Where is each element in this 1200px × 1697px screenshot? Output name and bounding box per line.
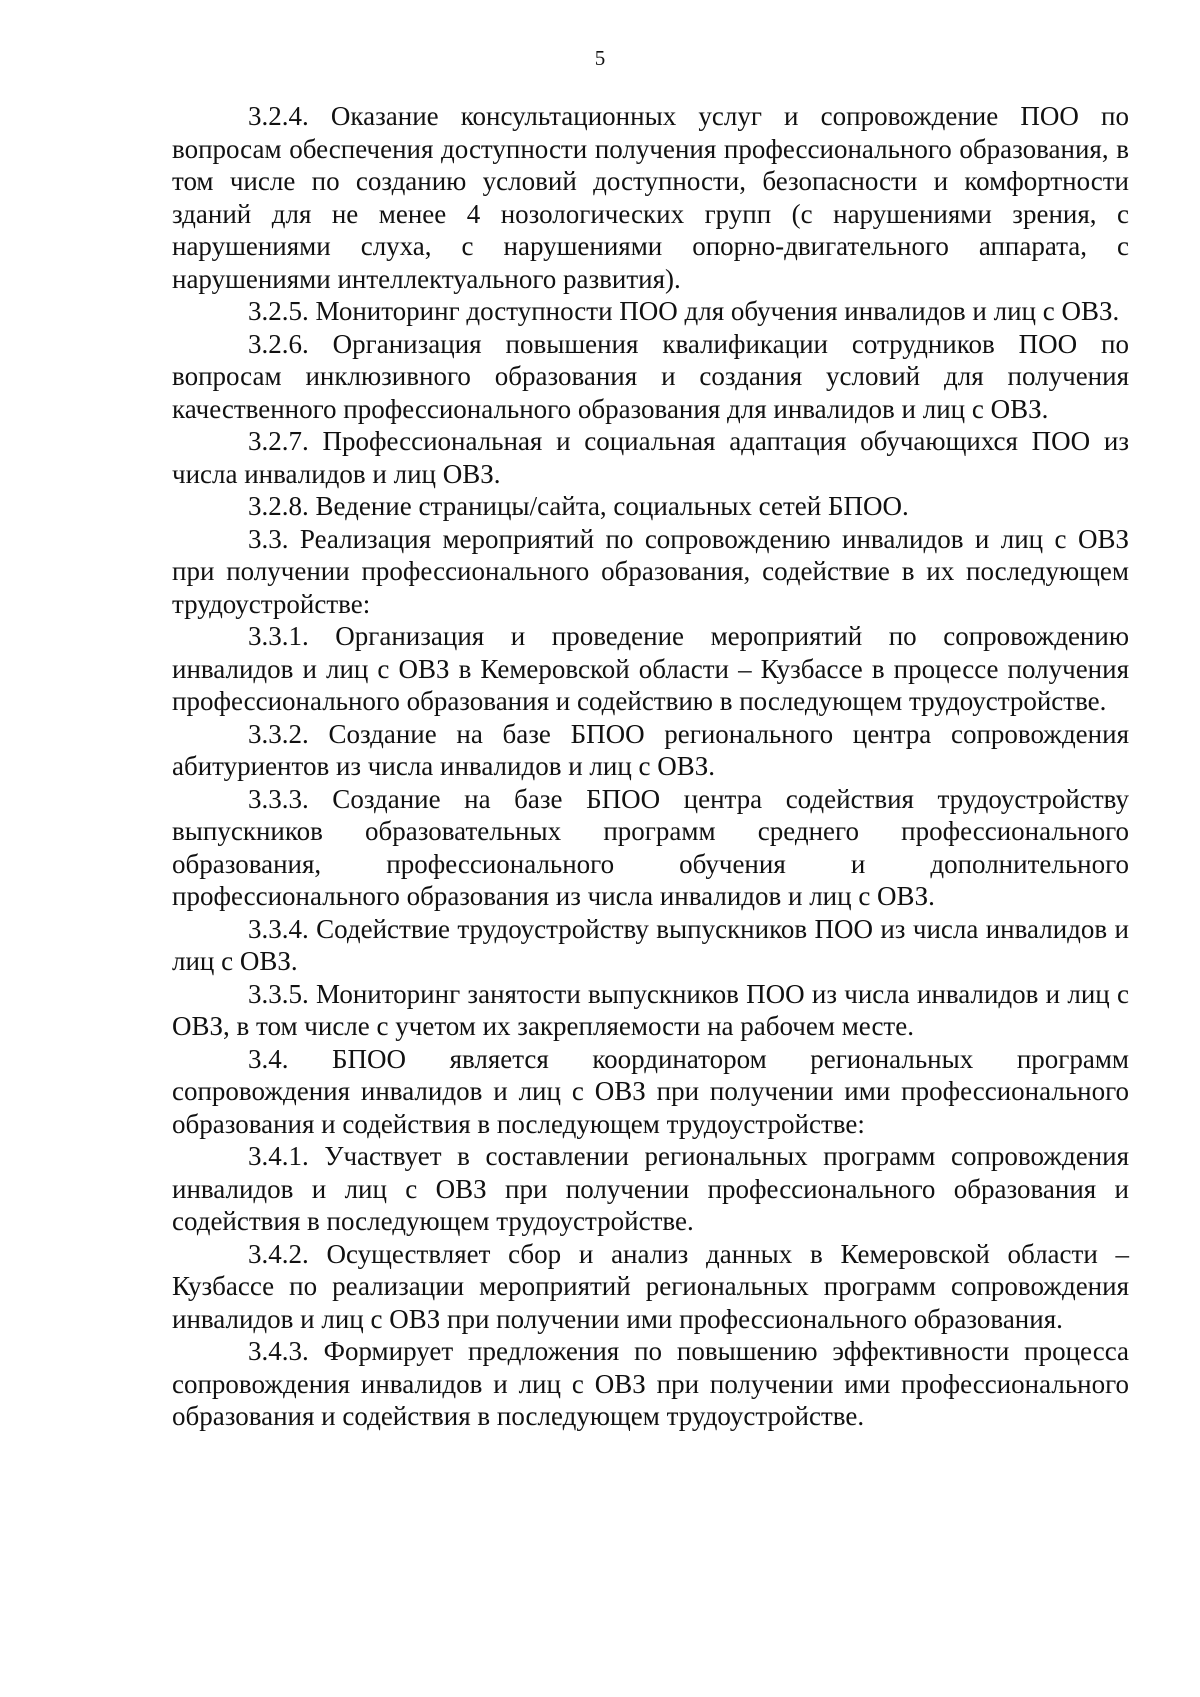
- paragraph-3-3-5: 3.3.5. Мониторинг занятости выпускников ПОО из числа инвалидов и лиц с ОВЗ, в том числе с учетом их закрепляемости на рабочем месте.: [172, 978, 1129, 1041]
- paragraph-3-3-3: 3.3.3. Создание на базе БПОО центра содействия трудоустройству выпускников образовательных программ среднего профессионального образования, профессионального обучения и дополнительного профессионального образования из числа инвалидов и лиц с ОВЗ.: [172, 783, 1129, 911]
- page-number: 5: [594, 46, 606, 70]
- paragraph-3-2-5: 3.2.5. Мониторинг доступности ПОО для обучения инвалидов и лиц с ОВЗ.: [248, 296, 1120, 326]
- paragraph-3-3-2: 3.3.2. Создание на базе БПОО регионального центра сопровождения абитуриентов из числа инвалидов и лиц с ОВЗ.: [172, 718, 1129, 781]
- paragraph-3-4-1: 3.4.1. Участвует в составлении региональных программ сопровождения инвалидов и лиц с ОВЗ при получении профессионального образования и содействия в последующем трудоустройстве.: [172, 1141, 1129, 1236]
- paragraph-3-4: 3.4. БПОО является координатором региональных программ сопровождения инвалидов и лиц с ОВЗ при получении ими профессионального образования и содействия в последующем трудоустройстве:: [172, 1043, 1129, 1139]
- paragraph-3-4-3: 3.4.3. Формирует предложения по повышению эффективности процесса сопровождения инвалидов и лиц с ОВЗ при получении ими профессионального образования и содействия в последующем трудоустройстве.: [172, 1336, 1129, 1431]
- paragraph-3-2-4: 3.2.4. Оказание консультационных услуг и сопровождение ПОО по вопросам обеспечения доступности получения профессионального образования, в том числе по созданию условий доступности, безопасности и комфортности зданий для не менее 4 нозологических групп (с нарушениями зрения, с нарушениями слуха, с нарушениями опорно-двигательного аппарата, с нарушениями интеллектуального развития).: [172, 101, 1129, 294]
- paragraph-3-3-4: 3.3.4. Содействие трудоустройству выпускников ПОО из числа инвалидов и лиц с ОВЗ.: [172, 913, 1129, 976]
- document-body: [172, 100, 1129, 1433]
- paragraph-3-2-6: 3.2.6. Организация повышения квалификации сотрудников ПОО по вопросам инклюзивного образования и создания условий для получения качественного профессионального образования для инвалидов и лиц с ОВЗ.: [172, 328, 1129, 424]
- paragraph-3-2-8: 3.2.8. Ведение страницы/сайта, социальных сетей БПОО.: [248, 491, 909, 521]
- paragraph-3-3: 3.3. Реализация мероприятий по сопровождению инвалидов и лиц с ОВЗ при получении профессионального образования, содействие в их последующем трудоустройстве:: [172, 523, 1129, 619]
- paragraph-3-3-1: 3.3.1. Организация и проведение мероприятий по сопровождению инвалидов и лиц с ОВЗ в Кемеровской области – Кузбассе в процессе получения профессионального образования и содействию в последующем трудоустройстве.: [172, 621, 1129, 716]
- paragraph-3-4-2: 3.4.2. Осуществляет сбор и анализ данных в Кемеровской области – Кузбассе по реализации мероприятий региональных программ сопровождения инвалидов и лиц с ОВЗ при получении ими профессионального образования.: [172, 1238, 1129, 1334]
- paragraph-3-2-7: 3.2.7. Профессиональная и социальная адаптация обучающихся ПОО из числа инвалидов и лиц ОВЗ.: [172, 426, 1129, 489]
